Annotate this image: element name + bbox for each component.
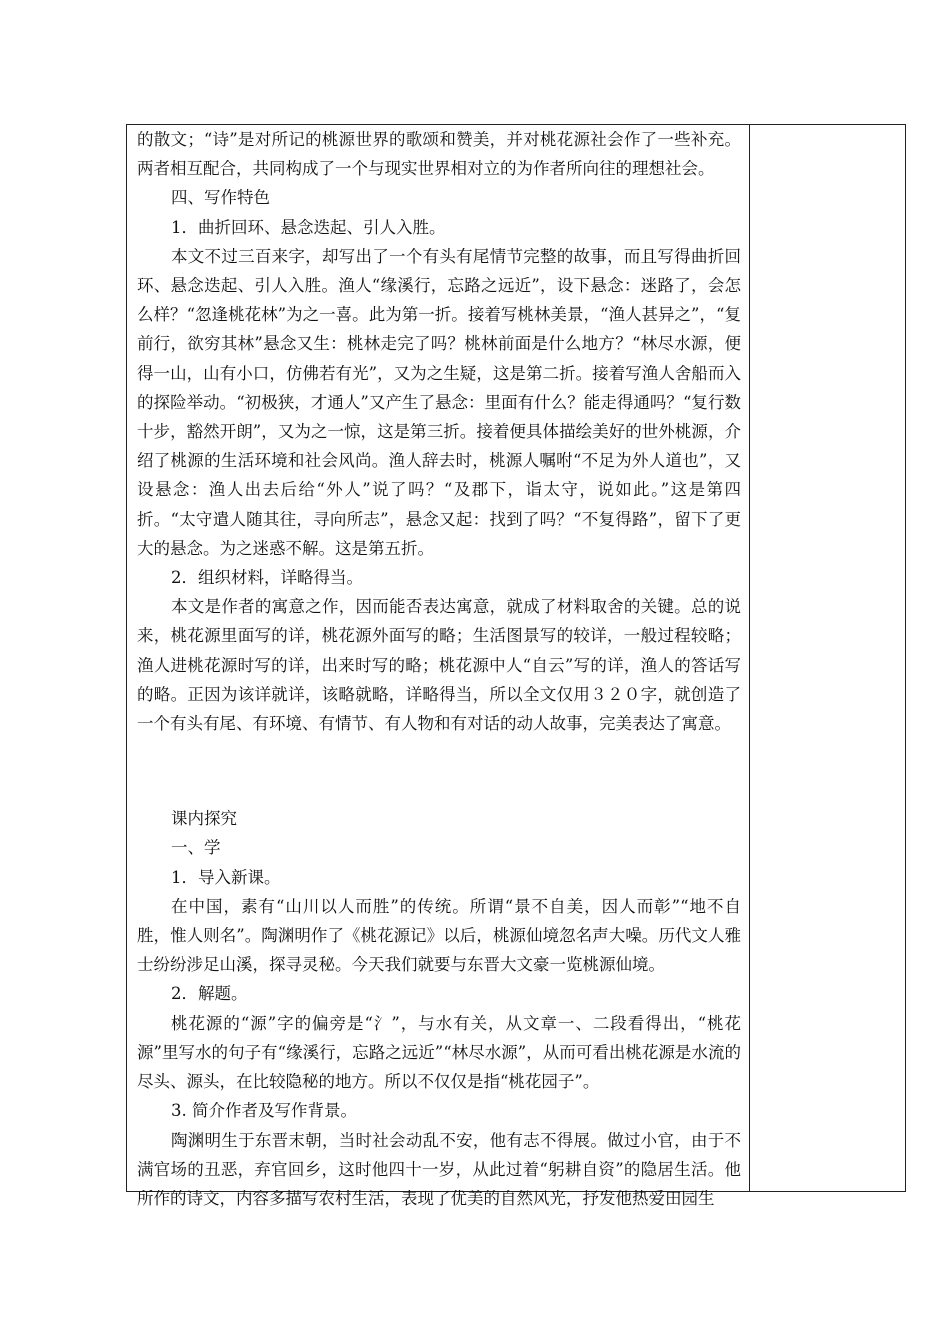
subheading: 3. 简介作者及写作背景。: [171, 1101, 357, 1121]
lesson-table: [126, 124, 906, 1208]
section-title: 课内探究: [171, 809, 237, 829]
subheading: 2．解题。: [171, 984, 248, 1004]
paragraph: 的散文；“诗”是对所记的桃源世界的歌颂和赞美，并对桃花源社会作了一些补充。两者相互配合，共同构成了一个与现实世界相对立的为作者所向往的理想社会。: [137, 130, 741, 179]
section-heading: 四、写作特色: [171, 188, 270, 208]
subheading: 2．组织材料，详略得当。: [171, 568, 363, 588]
paragraph: 在中国，素有“山川以人而胜”的传统。所谓“景不自美，因人而彰”“地不自胜，惟人则名”。陶渊明作了《桃花源记》以后，桃源仙境忽名声大噪。历代文人雅士纷纷涉足山溪，探寻灵秘。今天我们就要与东晋大文豪一览桃源仙境。: [137, 896, 741, 975]
content-cell: [137, 125, 741, 1208]
paragraph: 桃花源的“源”字的偏旁是“氵”，与水有关，从文章一、二段看得出，“桃花源”里写水的句子有“缘溪行，忘路之远近”“林尽水源”，从而可看出桃花源是水流的尽头、源头，在比较隐秘的地方。所以不仅仅是指“桃花园子”。: [137, 1013, 741, 1092]
paragraph: 本文不过三百来字，却写出了一个有头有尾情节完整的故事，而且写得曲折回环、悬念迭起、引人入胜。渔人“缘溪行，忘路之远近”，设下悬念：迷路了，会怎么样？“忽逢桃花林”为之一喜。此为第一折。接着写桃林美景，“渔人甚异之”，“复前行，欲穷其林”悬念又生：桃林走完了吗？桃林前面是什么地方？“林尽水源，便得一山，山有小口，仿佛若有光”，又为之生疑，这是第二折。接着写渔人舍船而入的探险举动。“初极狭，才通人”又产生了悬念：里面有什么？能走得通吗？“复行数十步，豁然开朗”，又为之一惊，这是第三折。接着便具体描绘美好的世外桃源，介绍了桃源的生活环境和社会风尚。渔人辞去时，桃源人嘱咐“不足为外人道也”，又设悬念：渔人出去后给“外人”说了吗？“及郡下，诣太守，说如此。”这是第四折。“太守遣人随其往，寻向所志”，悬念又起：找到了吗？“不复得路”，留下了更大的悬念。为之迷惑不解。这是第五折。: [137, 246, 741, 558]
paragraph: 本文是作者的寓意之作，因而能否表达寓意，就成了材料取舍的关键。总的说来，桃花源里面写的详，桃花源外面写的略；生活图景写的较详，一般过程较略；渔人进桃花源时写的详，出来时写的略；桃花源中人“自云”写的详，渔人的答话写的略。正因为该详就详，该略就略，详略得当，所以全文仅用３２０字，就创造了一个有头有尾、有环境、有情节、有人物和有对话的动人故事，完美表达了寓意。: [137, 597, 741, 734]
subheading: 1．导入新课。: [171, 867, 281, 887]
section-heading: 一、学: [171, 838, 221, 858]
paragraph: 陶渊明生于东晋末朝，当时社会动乱不安，他有志不得展。做过小官，由于不满官场的丑恶，弃官回乡，这时他四十一岁，从此过着“躬耕自资”的隐居生活。他所作的诗文，内容多描写农村生活，表现了优美的自然风光，抒发他热爱田园生: [137, 1130, 741, 1208]
subheading: 1．曲折回环、悬念迭起、引人入胜。: [171, 217, 446, 237]
spacer: [137, 738, 741, 804]
column-divider: [749, 125, 750, 1191]
